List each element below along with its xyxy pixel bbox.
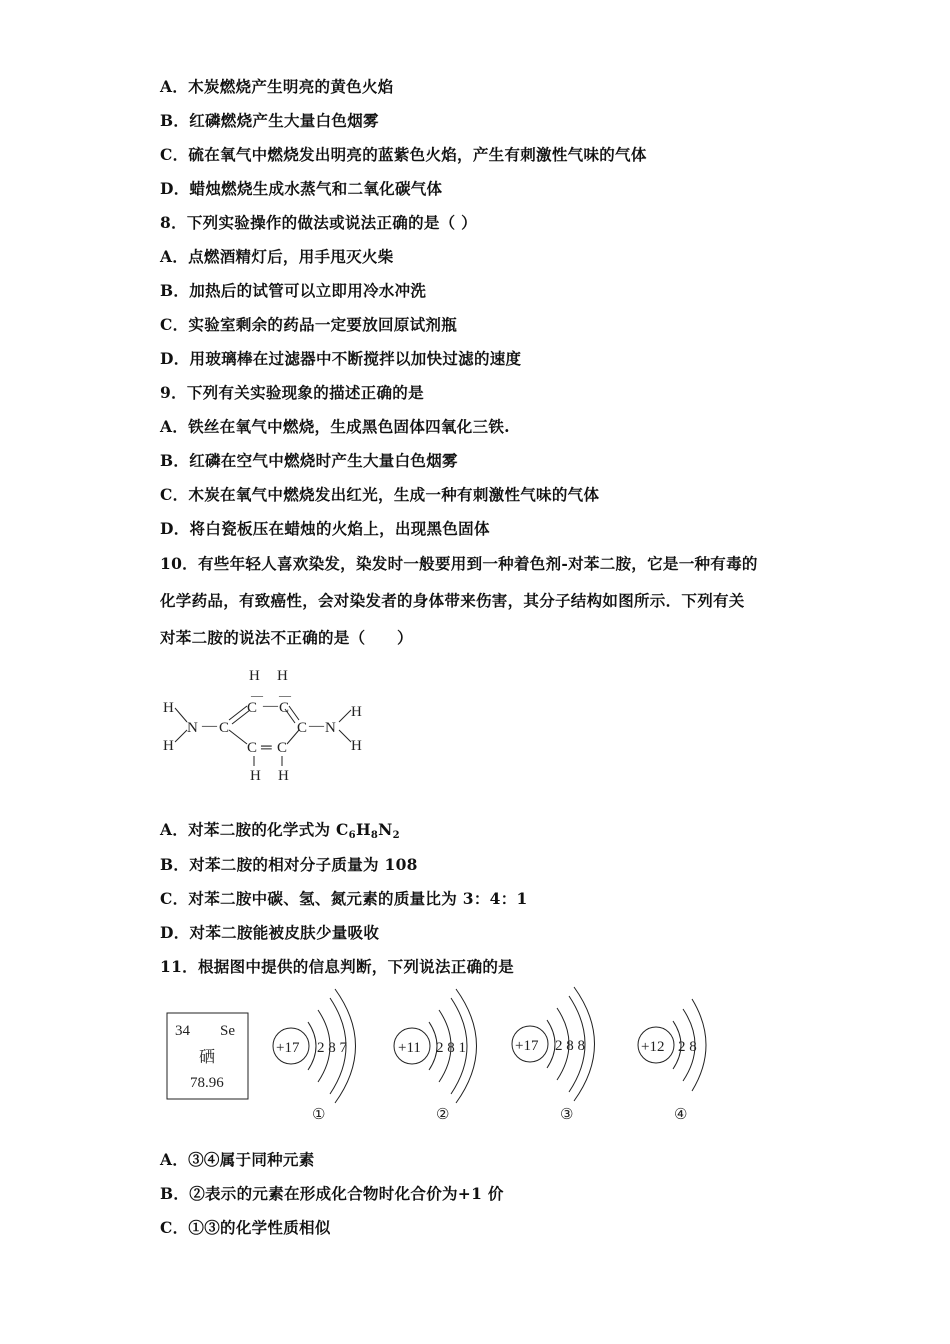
q9-option-a: A．铁丝在氧气中燃烧，生成黑色固体四氧化三铁.: [160, 417, 510, 436]
element-atomic-number: 34: [175, 1023, 190, 1039]
atom-h: H: [351, 738, 362, 754]
element-name: 硒: [199, 1049, 216, 1066]
q8-option-d: D．用玻璃棒在过滤器中不断搅拌以加快过滤的速度: [160, 349, 522, 368]
atom-c: C: [279, 700, 290, 716]
q11-option-a: A．③④属于同种元素: [160, 1150, 315, 1169]
formula-n-subscript: 2: [392, 830, 400, 841]
q8-option-a: A．点燃酒精灯后，用手甩灭火柴: [160, 247, 394, 266]
q8-option-b: B．加热后的试管可以立即用冷水冲洗: [160, 281, 427, 300]
atom-4-label: ④: [674, 1107, 688, 1123]
atom-4-nucleus: +12: [641, 1039, 665, 1055]
atom-c: C: [247, 700, 258, 716]
q7-option-d: D．蜡烛燃烧生成水蒸气和二氧化碳气体: [160, 179, 443, 198]
atom-4-shells: 2 8: [678, 1039, 697, 1055]
q7-option-a: A．木炭燃烧产生明亮的黄色火焰: [160, 77, 394, 96]
q7-option-b: B．红磷燃烧产生大量白色烟雾: [160, 111, 379, 130]
atom-h: H: [278, 768, 289, 784]
q11-option-b: B．②表示的元素在形成化合物时化合价为+1 价: [160, 1184, 504, 1203]
atom-diagram-1: [273, 989, 356, 1123]
atom-2-nucleus: +11: [398, 1040, 421, 1056]
atomic-structure-diagram: [160, 985, 720, 1130]
atom-c: C: [277, 740, 288, 756]
atom-h: H: [249, 668, 260, 684]
formula-h-subscript: 8: [370, 830, 379, 841]
element-symbol: Se: [220, 1023, 235, 1039]
q10-stem-line2: 化学药品，有致癌性，会对染发者的身体带来伤害，其分子结构如图所示．下列有关: [160, 591, 745, 610]
atom-h: H: [277, 668, 288, 684]
atom-2-label: ②: [436, 1107, 450, 1123]
atom-1-shells: 2 8 7: [317, 1040, 347, 1056]
atom-diagram-4: [638, 999, 706, 1123]
atom-h: H: [250, 768, 261, 784]
bond: ═: [261, 740, 272, 756]
atom-diagram-2: [394, 989, 477, 1123]
atom-c: C: [247, 740, 258, 756]
atom-c: C: [297, 720, 308, 736]
q8-stem: 8．下列实验操作的做法或说法正确的是（ ）: [160, 213, 477, 232]
molecule-structure-diagram: [155, 660, 375, 790]
q11-option-c: C．①③的化学性质相似: [160, 1218, 331, 1237]
atom-h: H: [163, 700, 174, 716]
element-atomic-mass: 78.96: [190, 1075, 224, 1091]
q10-option-d: D．对苯二胺能被皮肤少量吸收: [160, 923, 380, 942]
q10-stem-line1: 10．有些年轻人喜欢染发，染发时一般要用到一种着色剂-对苯二胺，它是一种有毒的: [160, 554, 758, 573]
q9-stem: 9．下列有关实验现象的描述正确的是: [160, 383, 424, 402]
atom-c: C: [219, 720, 230, 736]
atom-1-label: ①: [312, 1107, 326, 1123]
atom-n: N: [325, 720, 336, 736]
bond: —: [309, 718, 324, 734]
atom-1-nucleus: +17: [276, 1040, 300, 1056]
bond: —: [279, 688, 291, 702]
q10-option-a-text: A．对苯二胺的化学式为: [160, 820, 337, 839]
element-card: [167, 1013, 248, 1099]
q7-option-c: C．硫在氧气中燃烧发出明亮的蓝紫色火焰，产生有刺激性气味的气体: [160, 145, 647, 164]
bond: —: [251, 688, 263, 702]
q9-option-c: C．木炭在氧气中燃烧发出红光，生成一种有刺激性气味的气体: [160, 485, 600, 504]
q10-option-b: B．对苯二胺的相对分子质量为 108: [160, 855, 418, 874]
atom-2-shells: 2 8 1: [436, 1040, 466, 1056]
formula-n: N: [378, 820, 393, 839]
atom-3-shells: 2 8 8: [555, 1038, 585, 1054]
q10-option-c: C．对苯二胺中碳、氢、氮元素的质量比为 3：4：1: [160, 889, 528, 908]
q9-option-b: B．红磷在空气中燃烧时产生大量白色烟雾: [160, 451, 458, 470]
atom-h: H: [351, 704, 362, 720]
atom-h: H: [163, 738, 174, 754]
formula-h: H: [355, 820, 371, 839]
formula-c-subscript: 6: [348, 830, 356, 841]
atom-3-label: ③: [560, 1107, 574, 1123]
q8-option-c: C．实验室剩余的药品一定要放回原试剂瓶: [160, 315, 458, 334]
q10-stem-line3: 对苯二胺的说法不正确的是（ ）: [160, 628, 413, 647]
bond: —: [202, 718, 217, 734]
q11-stem: 11．根据图中提供的信息判断，下列说法正确的是: [160, 957, 514, 976]
atom-diagram-3: [512, 987, 595, 1123]
formula-c: C: [336, 820, 349, 839]
atom-3-nucleus: +17: [515, 1038, 539, 1054]
q10-option-a: [160, 820, 400, 846]
bond: —: [263, 698, 278, 714]
atom-n: N: [187, 720, 198, 736]
q9-option-d: D．将白瓷板压在蜡烛的火焰上，出现黑色固体: [160, 519, 490, 538]
